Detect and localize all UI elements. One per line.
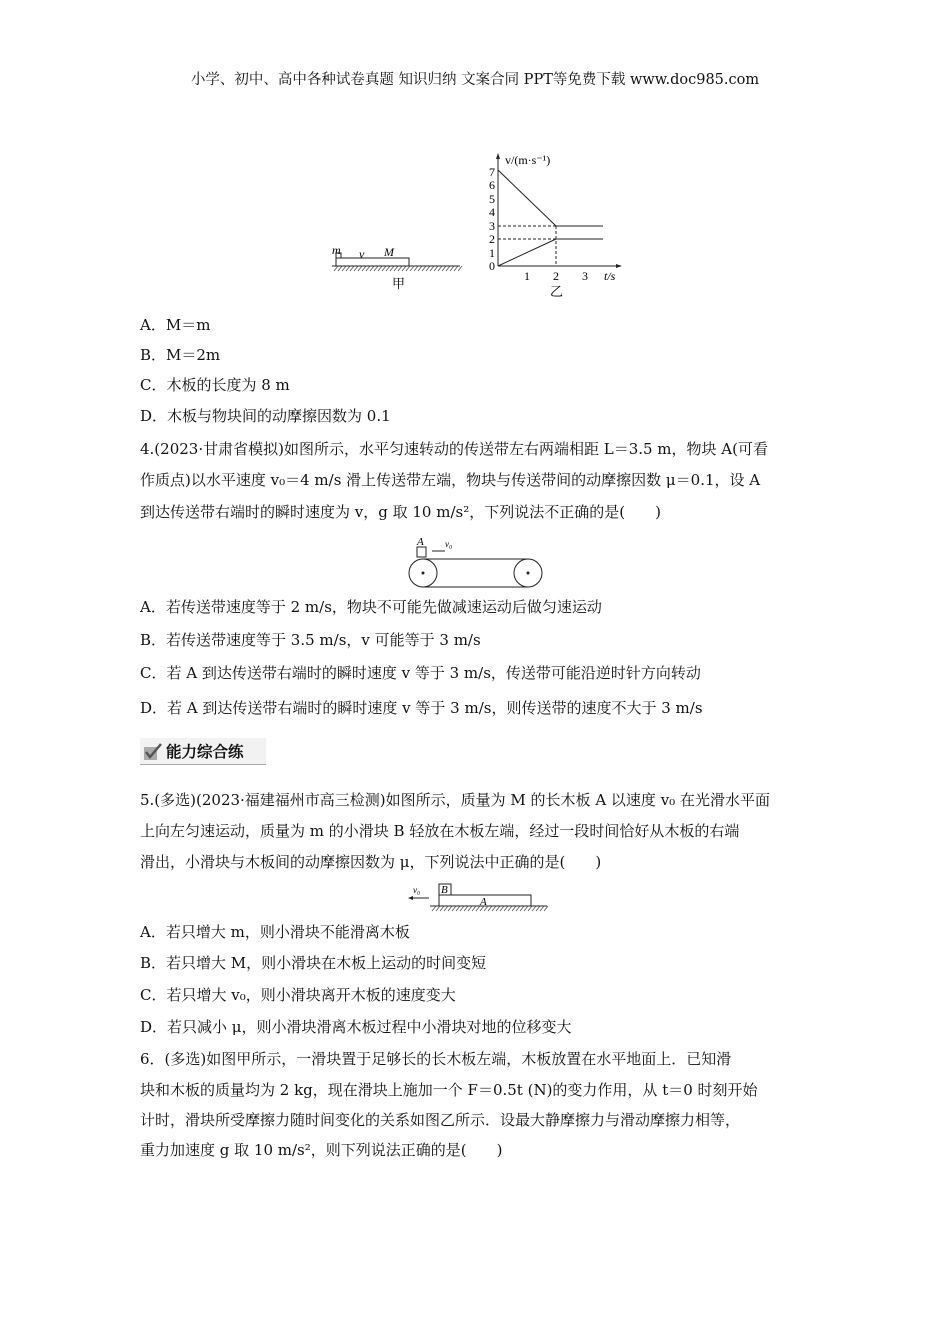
q5-stem-line: 5.(多选)(2023·福建福州市高三检测)如图所示，质量为 M 的长木板 A 以速度 v₀ 在光滑水平面: [140, 791, 770, 809]
q6-stem-line: 计时，滑块所受摩擦力随时间变化的关系如图乙所示．设最大静摩擦力与滑动摩擦力相等，: [140, 1111, 741, 1129]
svg-text:0: 0: [489, 259, 495, 273]
svg-text:v/(m·s⁻¹): v/(m·s⁻¹): [505, 153, 551, 167]
svg-text:v₀: v₀: [413, 885, 421, 895]
svg-text:2: 2: [553, 269, 559, 283]
figure-q3: [320, 150, 630, 300]
q5-stem-line: 上向左匀速运动，质量为 m 的小滑块 B 轻放在木板左端，经过一段时间恰好从木板的右端: [140, 822, 740, 840]
section-title: 能力综合练: [166, 743, 244, 761]
svg-text:7: 7: [489, 165, 495, 179]
q5-option-c: C．若只增大 v₀，则小滑块离开木板的速度变大: [140, 986, 456, 1004]
q4-option-d: D．若 A 到达传送带右端时的瞬时速度 v 等于 3 m/s，则传送带的速度不大于 3 m/s: [140, 699, 703, 717]
conveyor-belt-figure: [400, 533, 550, 593]
q4-option-c: C．若 A 到达传送带右端时的瞬时速度 v 等于 3 m/s，传送带可能沿逆时针方向转动: [140, 664, 701, 682]
svg-text:1: 1: [489, 246, 495, 260]
q5-stem-line: 滑出，小滑块与木板间的动摩擦因数为 μ，下列说法中正确的是( ): [140, 853, 602, 871]
q3-option-b: B．M＝2m: [140, 346, 221, 364]
svg-text:6: 6: [489, 178, 495, 192]
page-header: 小学、初中、高中各种试卷真题 知识归纳 文案合同 PPT等免费下载 www.doc985.com: [190, 72, 760, 88]
svg-text:1: 1: [524, 269, 530, 283]
q4-option-a: A．若传送带速度等于 2 m/s，物块不可能先做减速运动后做匀速运动: [140, 598, 602, 616]
q6-stem-line: 重力加速度 g 取 10 m/s²，则下列说法正确的是( ): [140, 1141, 503, 1159]
svg-text:M: M: [384, 245, 394, 259]
q4-stem-line: 到达传送带右端时的瞬时速度为 v，g 取 10 m/s²，下列说法不正确的是( ): [140, 503, 661, 521]
svg-text:A: A: [480, 896, 487, 908]
q3-option-c: C．木板的长度为 8 m: [140, 376, 290, 394]
q5-option-d: D．若只减小 μ，则小滑块滑离木板过程中小滑块对地的位移变大: [140, 1018, 572, 1036]
svg-text:乙: 乙: [550, 284, 564, 299]
q4-stem-line: 4.(2023·甘肃省模拟)如图所示，水平匀速转动的传送带左右两端相距 L＝3.5 m，物块 A(可看: [140, 440, 768, 458]
svg-text:m: m: [332, 243, 341, 257]
svg-text:5: 5: [489, 192, 495, 206]
q5-option-b: B．若只增大 M，则小滑块在木板上运动的时间变短: [140, 954, 487, 972]
q3-option-a: A．M＝m: [140, 316, 211, 334]
svg-text:3: 3: [582, 269, 588, 283]
svg-text:甲: 甲: [392, 276, 406, 291]
q3-option-d: D．木板与物块间的动摩擦因数为 0.1: [140, 407, 391, 425]
svg-text:B: B: [441, 884, 448, 896]
svg-text:3: 3: [489, 219, 495, 233]
q4-option-b: B．若传送带速度等于 3.5 m/s，v 可能等于 3 m/s: [140, 631, 481, 649]
figure-yi-graph: [489, 153, 622, 299]
q6-stem-line: 块和木板的质量均为 2 kg，现在滑块上施加一个 F＝0.5t (N)的变力作用，从 t＝0 时刻开始: [140, 1081, 758, 1099]
svg-text:2: 2: [489, 232, 495, 246]
board-block-figure: [405, 880, 550, 912]
q4-stem-line: 作质点)以水平速度 v₀＝4 m/s 滑上传送带左端，物块与传送带间的动摩擦因数 μ＝0.1，设 A: [140, 471, 761, 489]
svg-text:v: v: [359, 247, 365, 261]
section-heading: [140, 738, 266, 765]
q5-option-a: A．若只增大 m，则小滑块不能滑离木板: [140, 923, 410, 941]
svg-text:v₀: v₀: [445, 539, 453, 549]
svg-text:t/s: t/s: [604, 269, 616, 283]
svg-text:4: 4: [489, 205, 495, 219]
q6-stem-line: 6．(多选)如图甲所示，一滑块置于足够长的长木板左端，木板放置在水平地面上．已知滑: [140, 1050, 732, 1068]
checkbox-icon: [143, 743, 163, 761]
figure-jia: [332, 243, 462, 291]
svg-text:A: A: [417, 536, 424, 548]
